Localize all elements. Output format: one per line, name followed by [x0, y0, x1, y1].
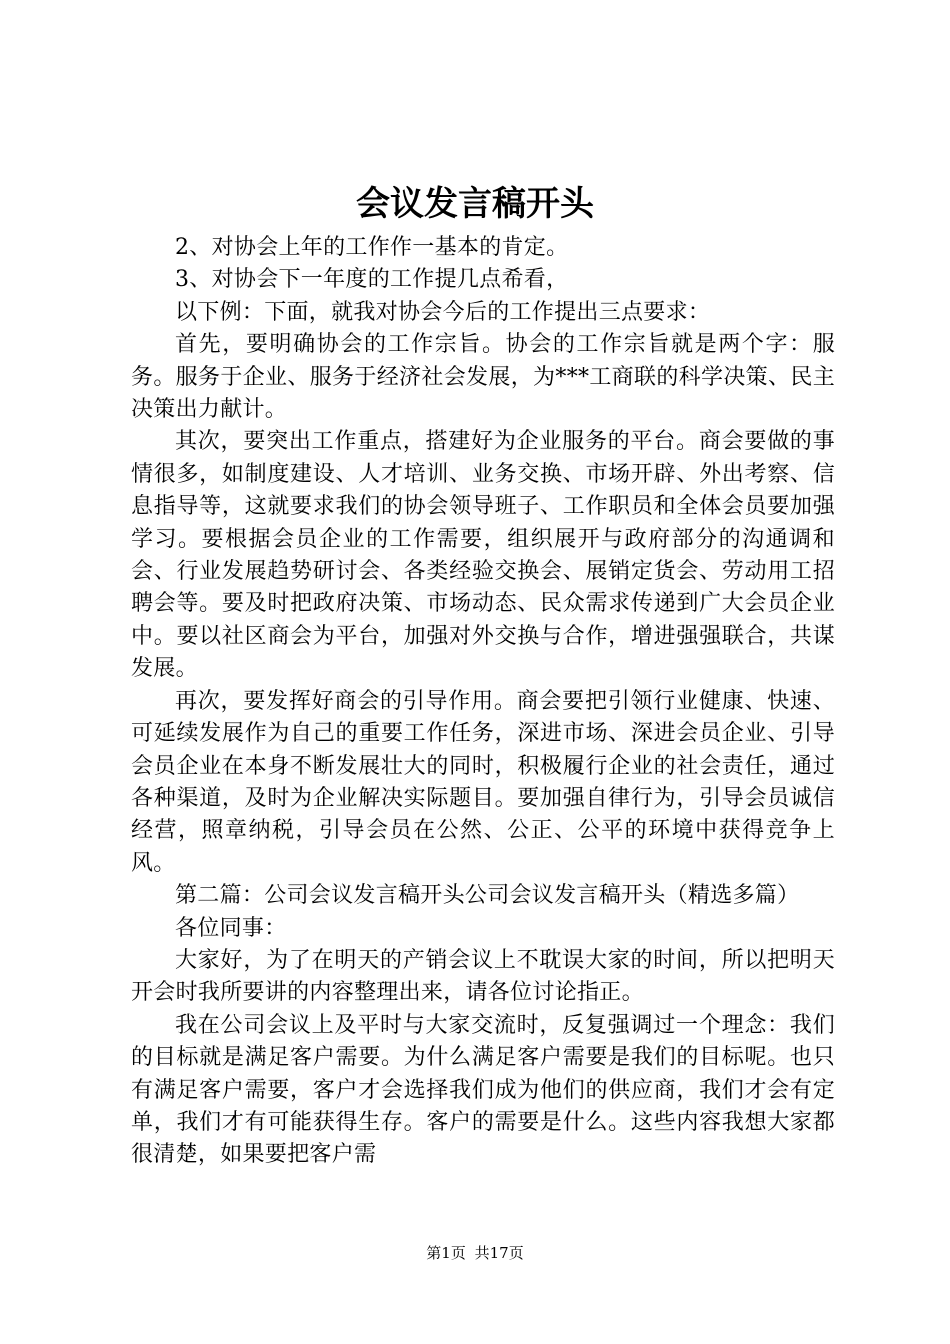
page-total: 共17页: [474, 1244, 524, 1262]
page-number: 第1页: [426, 1244, 466, 1262]
paragraph: 3、对协会下一年度的工作提几点希看，: [175, 267, 569, 293]
paragraph: 以下例：下面，就我对协会今后的工作提出三点要求：: [175, 299, 711, 325]
page-footer: [0, 1243, 950, 1263]
section-heading: 第二篇：公司会议发言稿开头公司会议发言稿开头（精选多篇）: [175, 883, 800, 909]
salutation: 各位同事：: [175, 915, 287, 941]
paragraph: 我在公司会议上及平时与大家交流时，反复强调过一个理念：我们的目标就是满足客户需要。为什么满足客户需要是我们的目标呢。也只有满足客户需要，客户才会选择我们成为他们的供应商，我们才会有定单，我们才有可能获得生存。客户的需要是什么。这些内容我想大家都很清楚，如果要把客户需: [131, 1012, 835, 1168]
document-body: [131, 232, 835, 1172]
paragraph: 首先，要明确协会的工作宗旨。协会的工作宗旨就是两个字：服务。服务于企业、服务于经济社会发展，为***工商联的科学决策、民主决策出力献计。: [131, 332, 835, 423]
paragraph: 2、对协会上年的工作作一基本的肯定。: [175, 235, 569, 260]
paragraph: 大家好，为了在明天的产销会议上不耽误大家的时间，所以把明天开会时我所要讲的内容整理出来，请各位讨论指正。: [131, 947, 835, 1006]
paragraph: 其次，要突出工作重点，搭建好为企业服务的平台。商会要做的事情很多，如制度建设、人才培训、业务交换、市场开辟、外出考察、信息指导等，这就要求我们的协会领导班子、工作职员和全体会员要加强学习。要根据会员企业的工作需要，组织展开与政府部分的沟通调和会、行业发展趋势研讨会、各类经验交换会、展销定货会、劳动用工招聘会等。要及时把政府决策、市场动态、民众需求传递到广大会员企业中。要以社区商会为平台，加强对外交换与合作，增进强强联合，共谋发展。: [131, 429, 835, 682]
document-title: 会议发言稿开头: [356, 184, 594, 224]
paragraph: 再次，要发挥好商会的引导作用。商会要把引领行业健康、快速、可延续发展作为自己的重要工作任务，深进市场、深进会员企业、引导会员企业在本身不断发展壮大的同时，积极履行企业的社会责任，通过各种渠道，及时为企业解决实际题目。要加强自律行为，引导会员诚信经营，照章纳税，引导会员在公然、公正、公平的环境中获得竞争上风。: [131, 688, 835, 876]
